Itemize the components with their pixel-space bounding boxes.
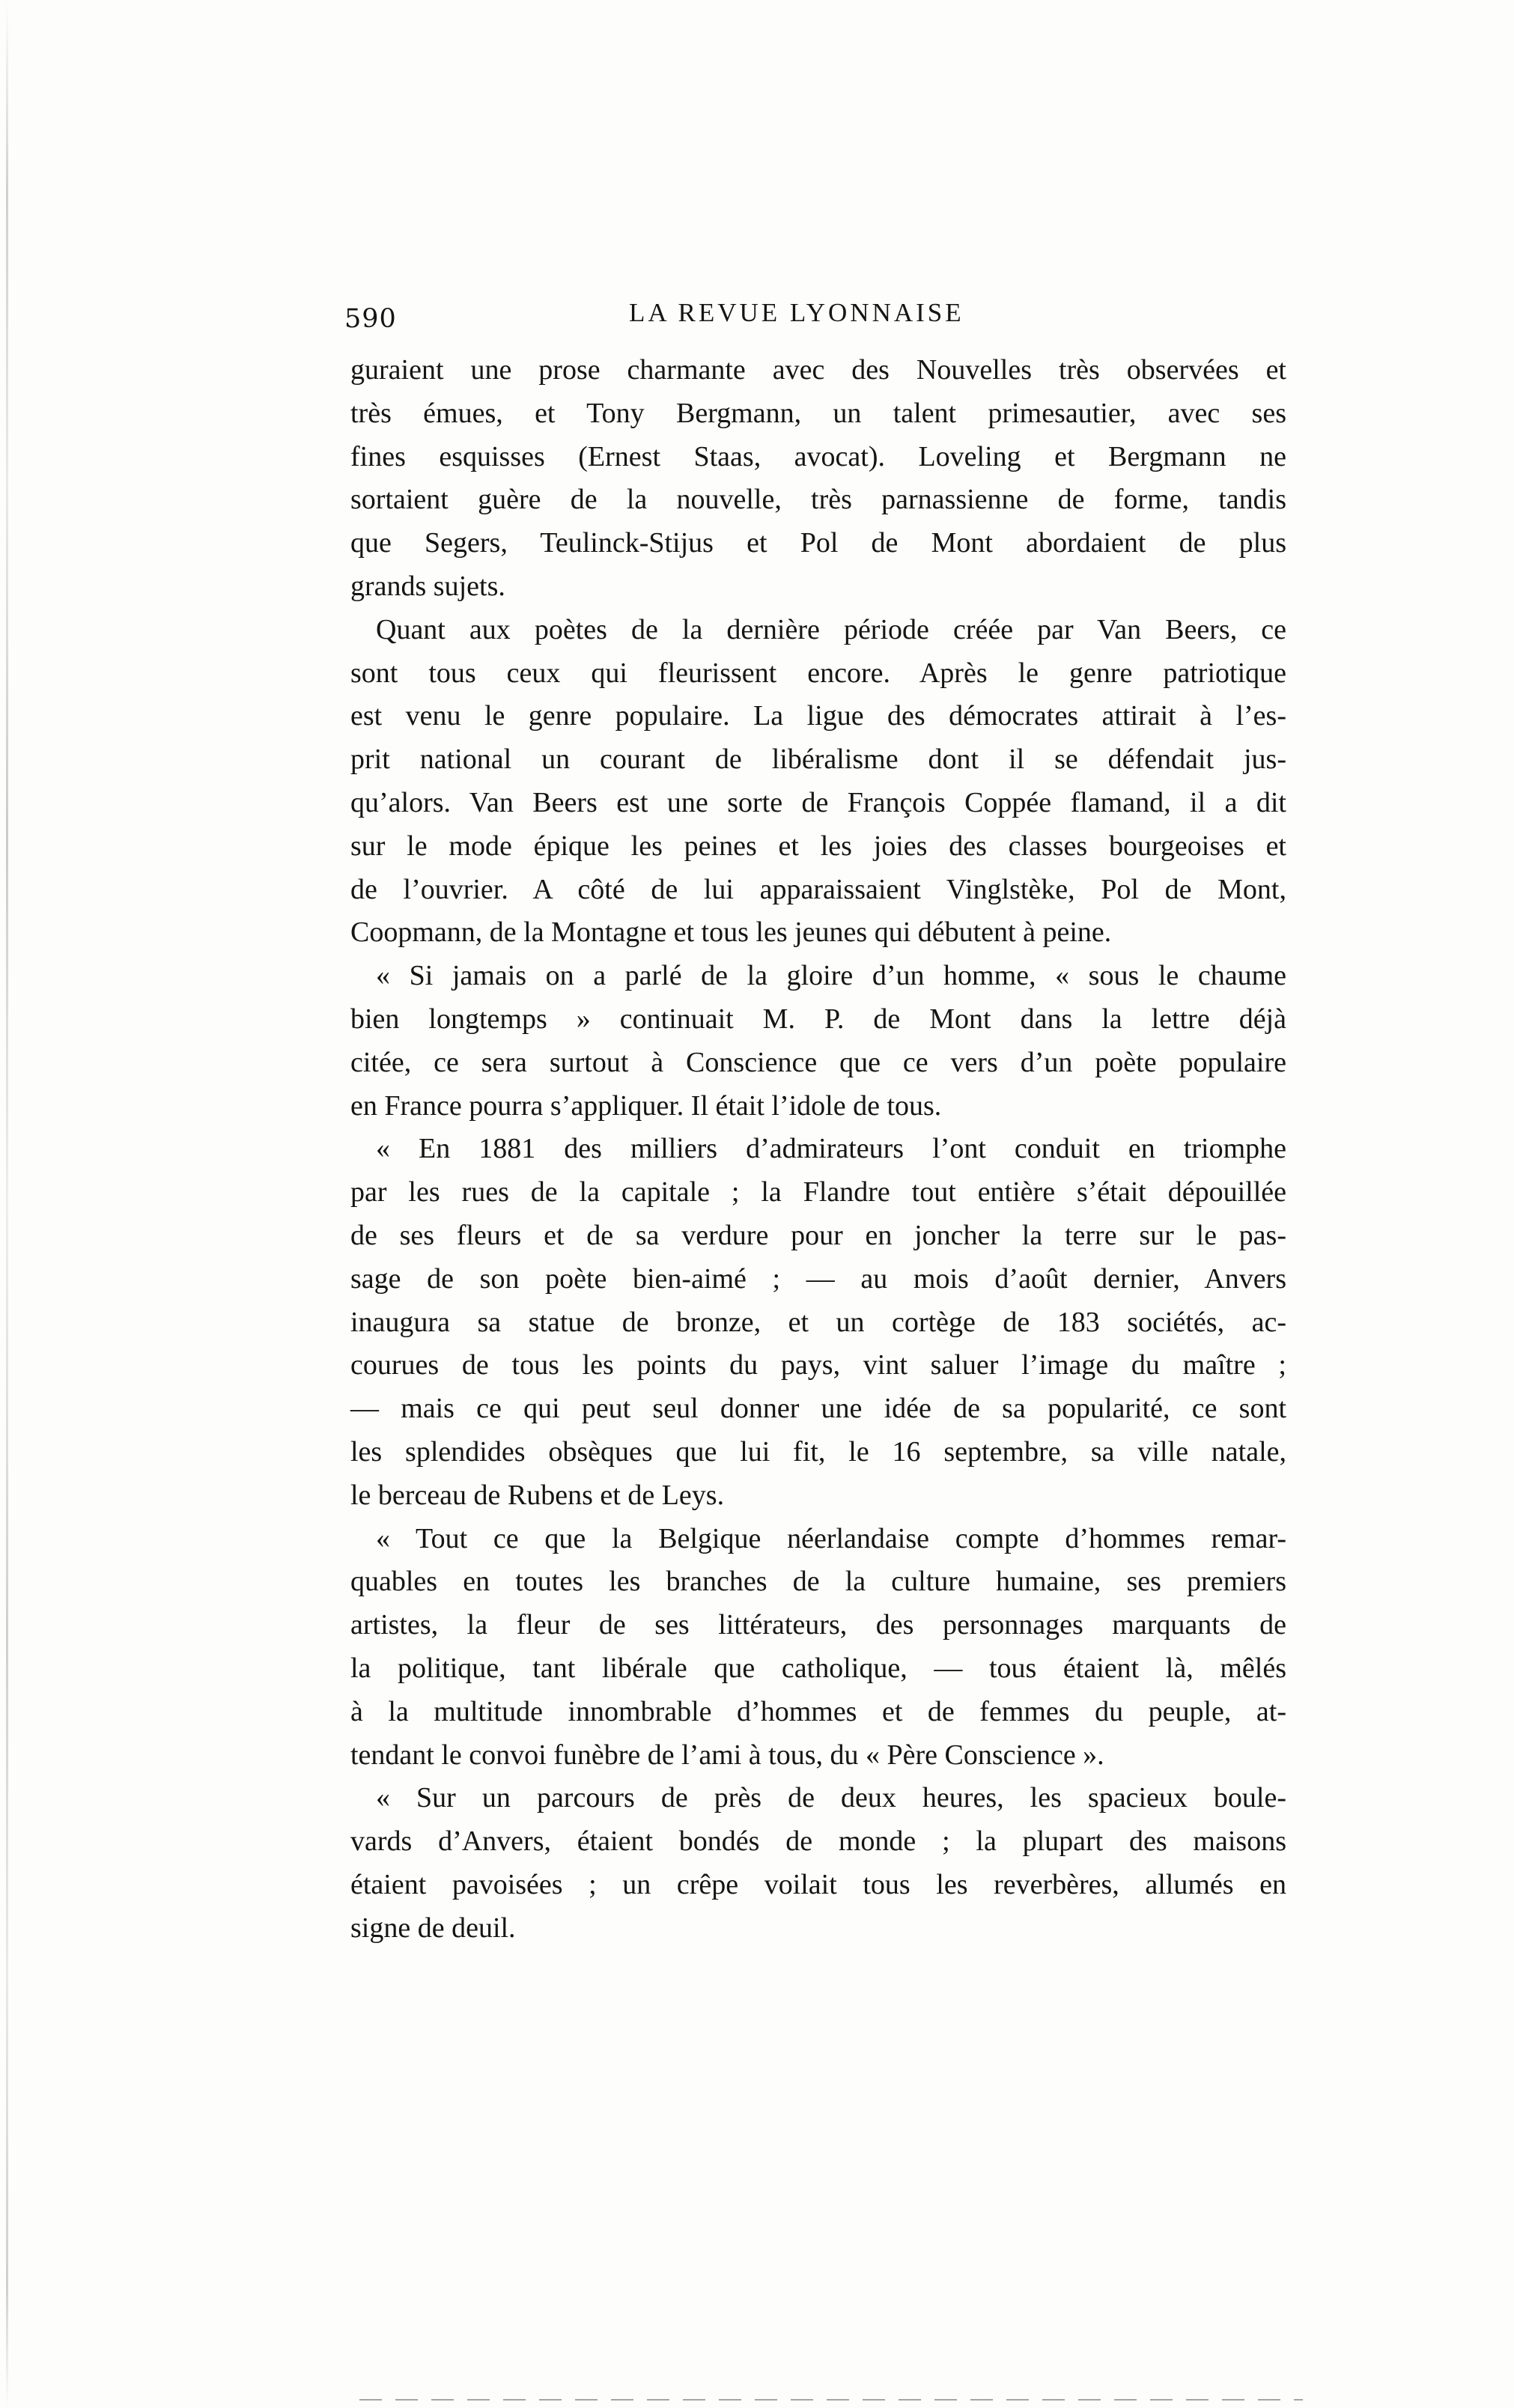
text-line: vards d’Anvers, étaient bondés de monde ; la plupart des maisons	[350, 1825, 1286, 1858]
body-text	[350, 349, 1286, 1950]
text-line: sortaient guère de la nouvelle, très parnassienne de forme, tandis	[350, 484, 1286, 516]
text-line: de l’ouvrier. A côté de lui apparaissaient Vinglstèke, Pol de Mont,	[350, 873, 1286, 905]
text-line: « En 1881 des milliers d’admirateurs l’ont conduit en triomphe	[376, 1133, 1286, 1165]
text-line: sont tous ceux qui fleurissent encore. Après le genre patriotique	[350, 657, 1286, 689]
text-line: — mais ce qui peut seul donner une idée de sa popularité, ce sont	[350, 1393, 1286, 1425]
text-line: Coopmann, de la Montagne et tous les jeunes qui débutent à peine.	[350, 916, 1112, 949]
text-line: Quant aux poètes de la dernière période créée par Van Beers, ce	[376, 613, 1286, 645]
text-line: artistes, la fleur de ses littérateurs, des personnages marquants de	[350, 1609, 1286, 1641]
text-line: « Si jamais on a parlé de la gloire d’un homme, « sous le chaume	[376, 960, 1286, 992]
text-line: en France pourra s’appliquer. Il était l’idole de tous.	[350, 1089, 942, 1122]
text-line: les splendides obsèques que lui fit, le 16 septembre, sa ville natale,	[350, 1435, 1286, 1468]
text-line: à la multitude innombrable d’hommes et de femmes du peuple, at-	[350, 1695, 1286, 1727]
text-line: est venu le genre populaire. La ligue des démocrates attirait à l’es-	[350, 700, 1286, 732]
text-line: sur le mode épique les peines et les joies des classes bourgeoises et	[350, 830, 1286, 862]
text-line: inaugura sa statue de bronze, et un cortège de 183 sociétés, ac-	[350, 1306, 1286, 1338]
text-line: qu’alors. Van Beers est une sorte de François Coppée flamand, il a dit	[350, 786, 1286, 818]
page-number: 590	[344, 304, 397, 334]
text-line: « Tout ce que la Belgique néerlandaise compte d’hommes remar-	[376, 1522, 1286, 1554]
text-line: de ses fleurs et de sa verdure pour en joncher la terre sur le pas-	[350, 1219, 1286, 1251]
page-edge-left	[6, 0, 8, 2408]
text-line: que Segers, Teulinck-Stijus et Pol de Mont abordaient de plus	[350, 527, 1286, 559]
text-line: le berceau de Rubens et de Leys.	[350, 1479, 725, 1511]
text-line: courues de tous les points du pays, vint saluer l’image du maître ;	[350, 1349, 1286, 1381]
page-edge-bottom	[359, 2399, 1303, 2401]
text-line: prit national un courant de libéralisme dont il se défendait jus-	[350, 744, 1286, 776]
text-line: la politique, tant libérale que catholique, — tous étaient là, mêlés	[350, 1652, 1286, 1684]
text-line: quables en toutes les branches de la culture humaine, ses premiers	[350, 1566, 1286, 1598]
text-line: très émues, et Tony Bergmann, un talent primesautier, avec ses	[350, 397, 1286, 429]
page-header	[344, 298, 1280, 343]
text-line: guraient une prose charmante avec des Nouvelles très observées et	[350, 354, 1286, 386]
text-line: tendant le convoi funèbre de l’ami à tous, du « Père Conscience ».	[350, 1739, 1104, 1771]
text-line: étaient pavoisées ; un crêpe voilait tous les reverbères, allumés en	[350, 1868, 1286, 1900]
text-line: « Sur un parcours de près de deux heures, les spacieux boule-	[376, 1782, 1286, 1814]
text-line: sage de son poète bien-aimé ; — au mois d’août dernier, Anvers	[350, 1262, 1286, 1295]
text-line: signe de deuil.	[350, 1912, 516, 1944]
text-line: par les rues de la capitale ; la Flandre tout entière s’était dépouillée	[350, 1176, 1286, 1208]
text-line: grands sujets.	[350, 570, 505, 602]
running-title: LA REVUE LYONNAISE	[629, 298, 964, 327]
text-line: bien longtemps » continuait M. P. de Mont dans la lettre déjà	[350, 1003, 1286, 1035]
text-line: citée, ce sera surtout à Conscience que ce vers d’un poète populaire	[350, 1046, 1286, 1078]
text-line: fines esquisses (Ernest Staas, avocat). Loveling et Bergmann ne	[350, 440, 1286, 472]
